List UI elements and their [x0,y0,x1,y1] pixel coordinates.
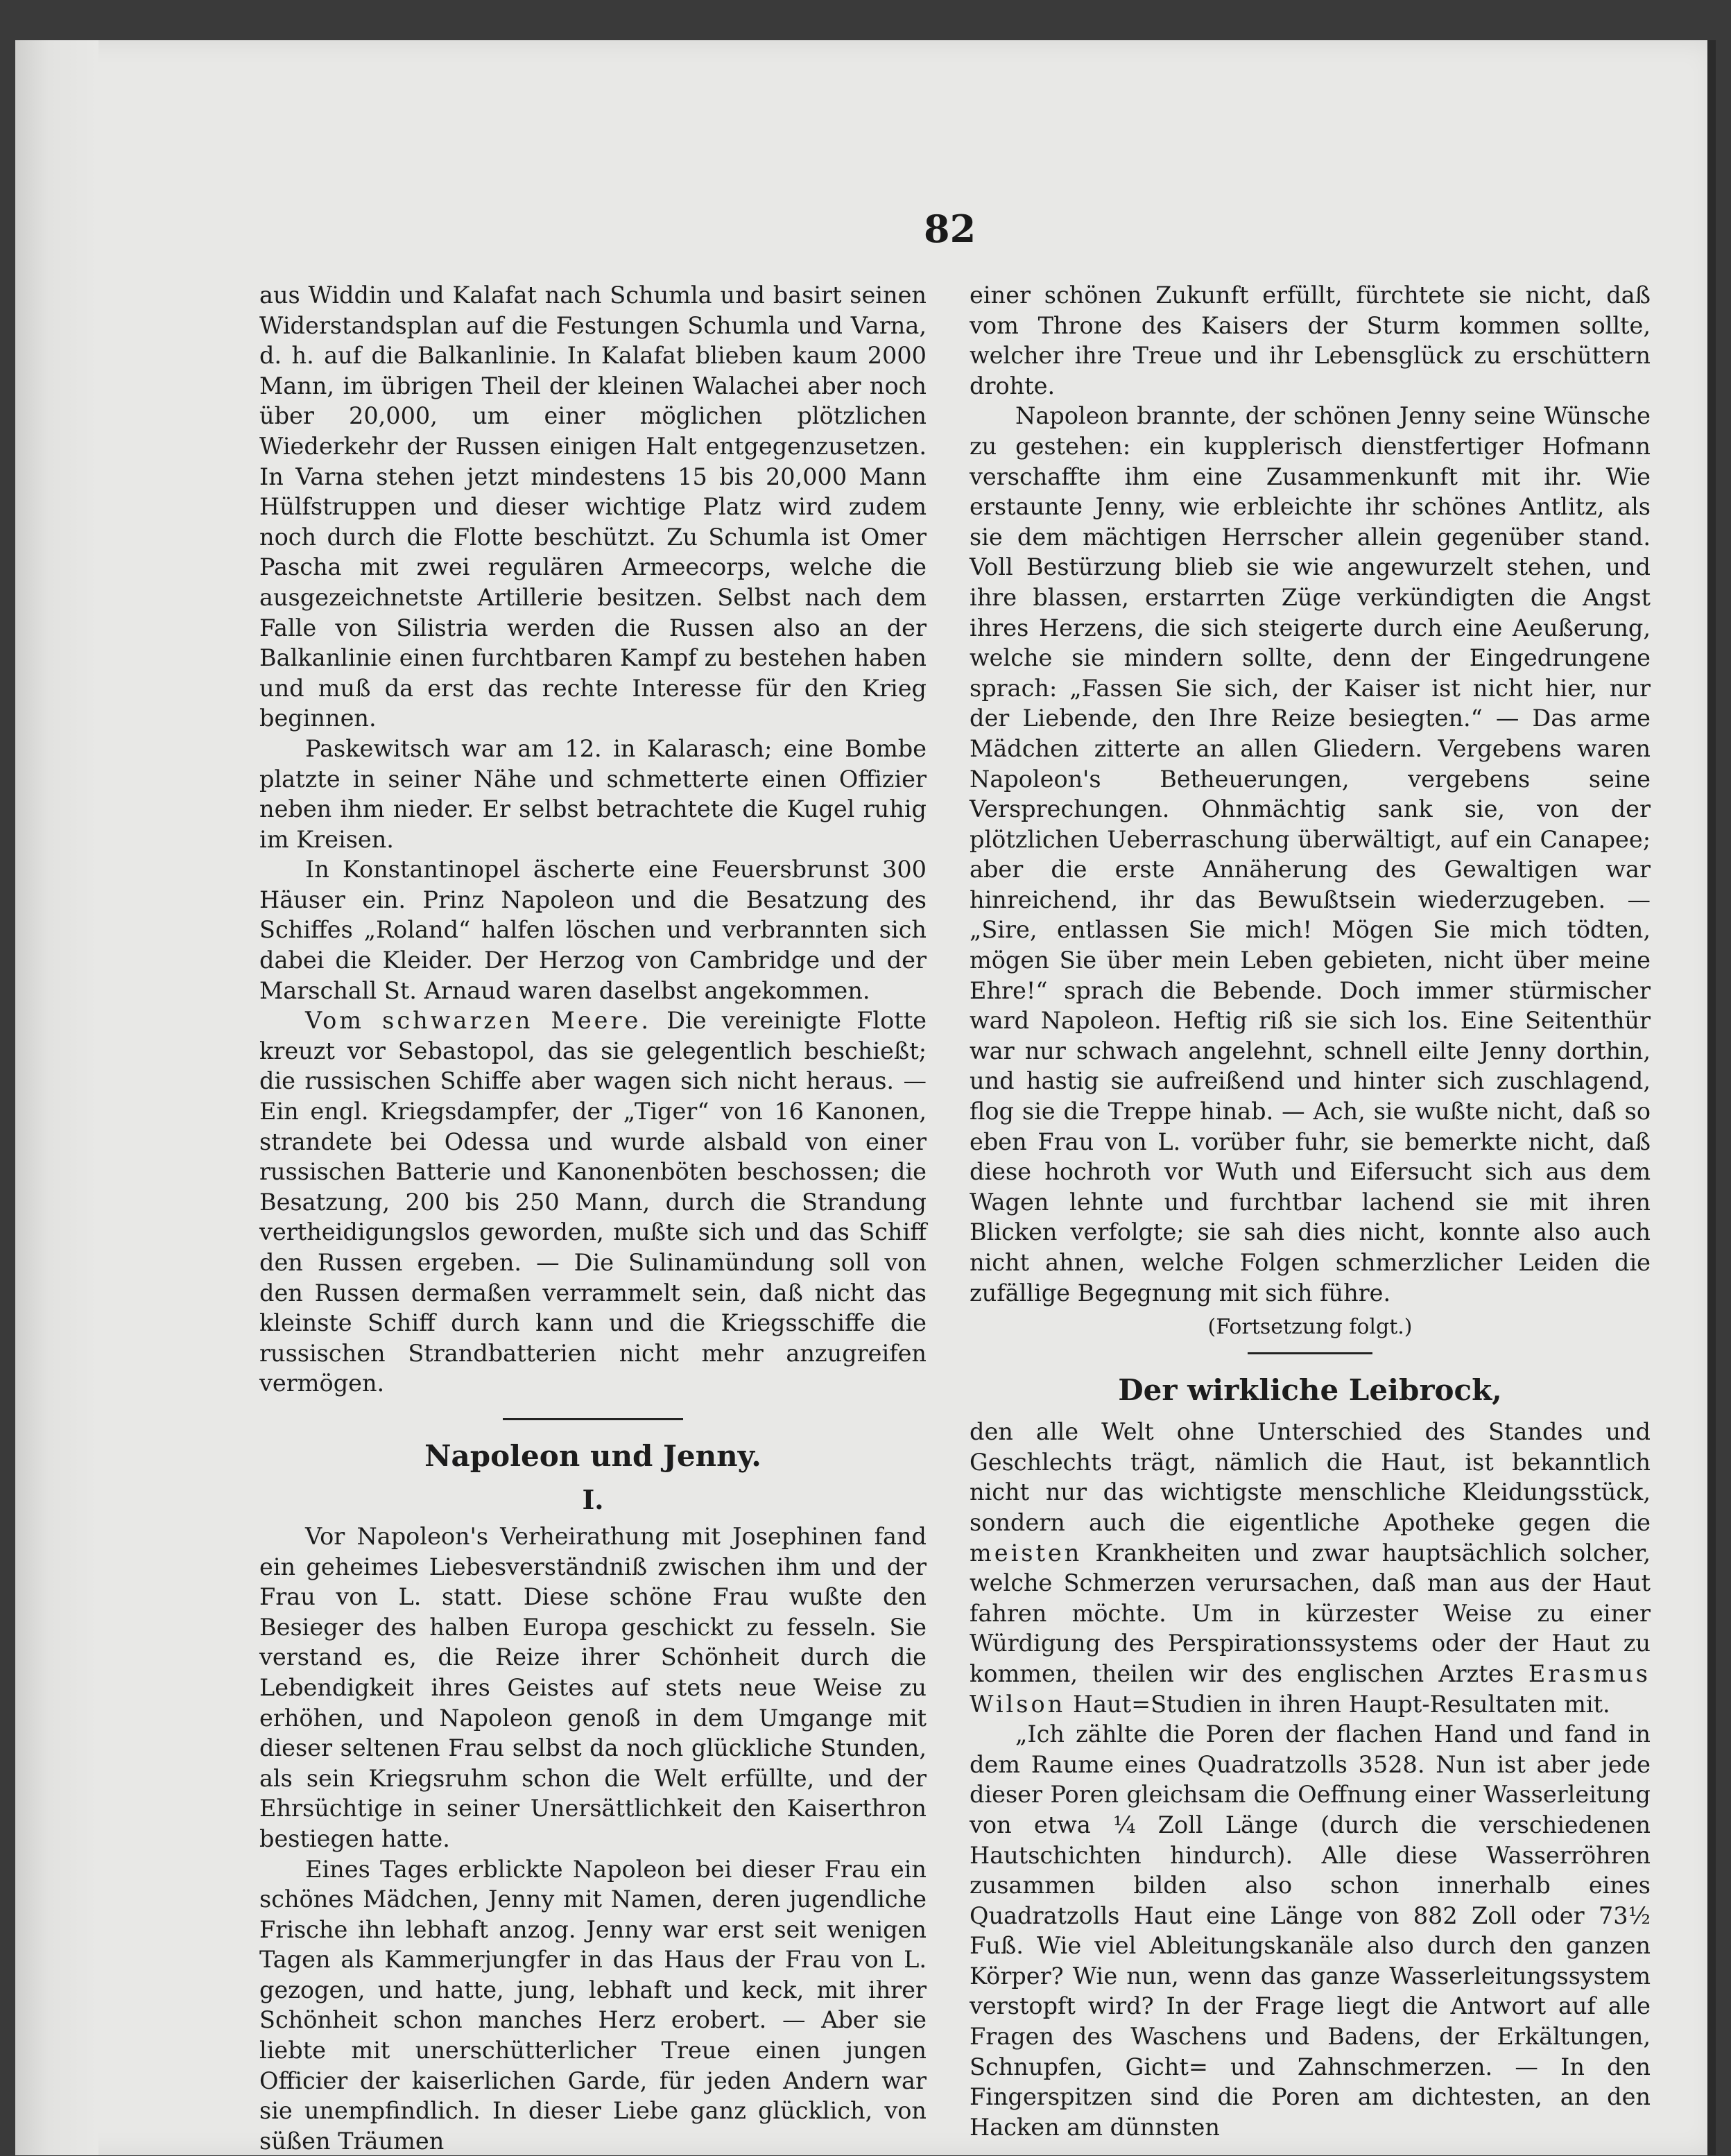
war-report-paragraph: Paskewitsch war am 12. in Kalarasch; eine Bombe platzte in seiner Nähe und schmetterte einen Offizier neben ihm nieder. Er selbst betrachtete die Kugel ruhig im Kreisen. [259,734,927,854]
story-title: Napoleon und Jenny. [259,1435,927,1477]
story-paragraph: Eines Tages erblickte Napoleon bei dieser Frau ein schönes Mädchen, Jenny mit Namen, deren jugendliche Frische ihn lebhaft anzog. Jenny war erst seit wenigen Tagen als Kammerjungfer in das Haus der Frau von L. gezogen, und hatte, jung, lebhaft und keck, mit ihrer Schönheit schon manches Herz erobert. — Aber sie liebte mit unerschütterlicher Treue einen jungen Officier der kaiserlichen Garde, für jeden Andern war sie unempfindlich. In dieser Liebe ganz glücklich, von süßen Träumen [259,1854,927,2156]
article-paragraph: „Ich zählte die Poren der flachen Hand und fand in dem Raume eines Quadratzolls 3528. Nun ist aber jede dieser Poren gleichsam die Oeffnung einer Wasserleitung von etwa ¼ Zoll Länge (durch die verschiedenen Hautschichten hindurch). Alle diese Wasserröhren zusammen bilden also schon innerhalb eines Quadratzolls Haut eine Länge von 882 Zoll oder 73½ Fuß. Wie viel Ableitungskanäle also durch den ganzen Körper? Wie nun, wenn das ganze Wasserleitungssystem verstopft wird? In der Frage liegt die Antwort auf alle Fragen des Waschens und Badens, der Erkältungen, Schnupfen, Gicht= und Zahnschmerzen. — In den Fingerspitzen sind die Poren am dichtesten, an den Hacken am dünnsten [970,1719,1651,2142]
newspaper-page [15,40,1716,2155]
article-text: den alle Welt ohne Unterschied des Standes und Geschlechts trägt, nämlich die Haut, ist bekanntlich nicht nur das wichtigste menschliche Kleidungsstück, sondern auch die eigentliche Apotheke gegen die [970,1418,1651,1536]
emphasized-word: meisten [970,1540,1082,1567]
war-report-paragraph: In Konstantinopel äscherte eine Feuersbrunst 300 Häuser ein. Prinz Napoleon und die Besatzung des Schiffes „Roland“ halfen löschen und verbrannten sich dabei die Kleider. Der Herzog von Cambridge und der Marschall St. Arnaud waren daselbst angekommen. [259,854,927,1006]
article-title: Der wirkliche Leibrock, [970,1370,1651,1411]
page-number: 82 [924,207,976,251]
left-column [259,280,927,2156]
section-lead: Vom schwarzen Meere. [305,1007,651,1034]
story-part-number: I. [259,1483,927,1517]
article-text: Haut=Studien in ihren Haupt-Resultaten mit. [1065,1691,1610,1718]
continued-note: (Fortsetzung folgt.) [970,1312,1651,1343]
story-paragraph: Napoleon brannte, der schönen Jenny seine Wünsche zu gestehen: ein kupplerisch dienstfertiger Hofmann verschaffte ihm eine Zusammenkunft mit ihr. Wie erstaunte Jenny, wie erbleichte ihr schönes Antlitz, als sie dem mächtigen Herrscher allein gegenüber stand. Voll Bestürzung blieb sie wie angewurzelt stehen, und ihre blassen, erstarrten Züge verkündigten die Angst ihres Herzens, die sich steigerte durch eine Aeußerung, welche sie mindern sollte, denn der Eingedrungene sprach: „Fassen Sie sich, der Kaiser ist nicht hier, nur der Liebende, den Ihre Reize besiegten.“ — Das arme Mädchen zitterte an allen Gliedern. Vergebens waren Napoleon's Betheuerungen, vergebens seine Versprechungen. Ohnmächtig sank sie, von der plötzlichen Ueberraschung überwältigt, auf ein Canapee; aber die erste Annäherung des Gewaltigen war hinreichend, ihr das Bewußtsein wiederzugeben. — „Sire, entlassen Sie mich! Mögen Sie mich tödten, mögen Sie über mein Leben gebieten, nicht über meine Ehre!“ sprach die Bebende. Doch immer stürmischer ward Napoleon. Heftig riß sie sich los. Eine Seitenthür war nur schwach angelehnt, schnell eilte Jenny dorthin, und hastig sie aufreißend und hinter sich zuschlagend, flog sie die Treppe hinab. — Ach, sie wußte nicht, daß so eben Frau von L. vorüber fuhr, sie bemerkte nicht, daß diese hochroth vor Wuth und Eifersucht sich aus dem Wagen lehnte und furchtbar lachend sie mit ihren Blicken verfolgte; sie sah dies nicht, konnte also auch nicht ahnen, welche Folgen schmerzlicher Leiden die zufällige Begegnung mit sich führe. [970,401,1651,1308]
story-paragraph: einer schönen Zukunft erfüllt, fürchtete sie nicht, daß vom Throne des Kaisers der Sturm kommen sollte, welcher ihre Treue und ihr Lebensglück zu erschüttern drohte. [970,280,1651,401]
page-stack-edge [15,40,98,2155]
right-column [970,280,1651,2142]
section-divider [503,1418,683,1420]
section-divider [1248,1352,1372,1354]
author-name: Erasmus Wilson [970,1660,1651,1718]
war-report-paragraph: aus Widdin und Kalafat nach Schumla und basirt seinen Widerstandsplan auf die Festungen Schumla und Varna, d. h. auf die Balkanlinie. In Kalafat blieben kaum 2000 Mann, im übrigen Theil der kleinen Walachei aber noch über 20,000, um einer möglichen plötzlichen Wiederkehr der Russen einigen Halt entgegenzusetzen. In Varna stehen jetzt mindestens 15 bis 20,000 Mann Hülfstruppen und dieser wichtige Platz wird zudem noch durch die Flotte beschützt. Zu Schumla ist Omer Pascha mit zwei regulären Armeecorps, welche die ausgezeichnetste Artillerie besitzen. Selbst nach dem Falle von Silistria werden die Russen also an der Balkanlinie einen furchtbaren Kampf zu bestehen haben und muß da erst das rechte Interesse für den Krieg beginnen. [259,280,927,734]
section-text: Die vereinigte Flotte kreuzt vor Sebastopol, das sie gelegentlich beschießt; die russischen Schiffe aber wagen sich nicht heraus. — Ein engl. Kriegsdampfer, der „Tiger“ von 16 Kanonen, strandete bei Odessa und wurde alsbald von einer russischen Batterie und Kanonenböten beschossen; die Besatzung, 200 bis 250 Mann, durch die Strandung vertheidigungslos geworden, mußte sich und das Schiff den Russen ergeben. — Die Sulinamündung soll von den Russen dermaßen verrammelt sein, daß nicht das kleinste Schiff durch kann und die Kriegsschiffe die russischen Strandbatterien nicht mehr anzugreifen vermögen. [259,1007,927,1397]
scan-border [1707,40,1716,2155]
story-paragraph: Vor Napoleon's Verheirathung mit Josephinen fand ein geheimes Liebesverständniß zwischen ihm und der Frau von L. statt. Diese schöne Frau wußte den Besieger des halben Europa geschickt zu fesseln. Sie verstand es, die Reize ihrer Schönheit durch die Lebendigkeit ihres Geistes auf stets neue Weise zu erhöhen, und Napoleon genoß in dem Umgange mit dieser seltenen Frau selbst da noch glückliche Stunden, als sein Kriegsruhm schon die Welt erfüllte, und der Ehrsüchtige in seiner Unersättlichkeit den Kaiserthron bestiegen hatte. [259,1521,927,1854]
article-text: Krankheiten und zwar hauptsächlich solcher, welche Schmerzen verursachen, daß man aus der Haut fahren möchte. Um in kürzester Weise zu einer Würdigung des Perspirationssystems oder der Haut zu kommen, theilen wir des englischen Arztes [970,1540,1651,1687]
article-paragraph [970,1417,1651,1719]
black-sea-paragraph [259,1006,927,1399]
